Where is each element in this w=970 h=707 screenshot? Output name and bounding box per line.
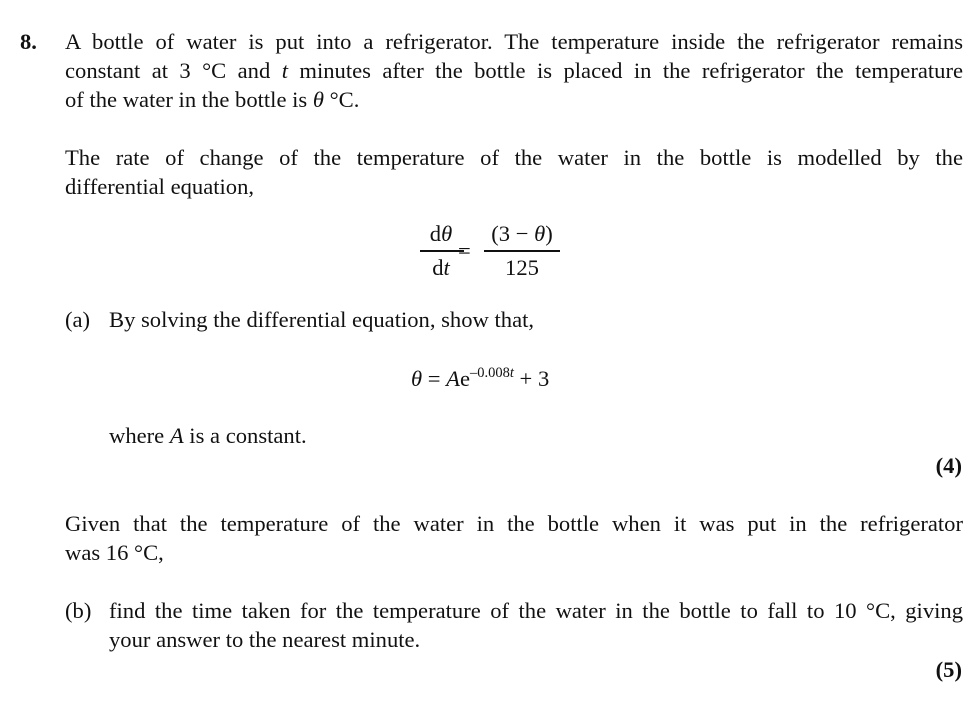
- intro-line-3: of the water in the bottle is θ °C.: [65, 87, 360, 112]
- rhs-numerator: (3 − θ): [491, 221, 553, 246]
- variable-theta: θ: [312, 87, 324, 112]
- exponent: –0.008t: [470, 365, 514, 381]
- part-b-line-2: your answer to the nearest minute.: [109, 627, 421, 652]
- part-a-text: By solving the differential equation, show that,: [109, 307, 535, 332]
- marks-part-b: (5): [935, 657, 962, 682]
- part-b-label: (b): [65, 598, 92, 623]
- rhs-denominator: 125: [505, 255, 539, 280]
- lhs-numerator: dθ: [429, 221, 453, 246]
- equals-sign: =: [458, 238, 471, 263]
- lhs-denominator: dt: [432, 255, 450, 280]
- variable-t: t: [281, 58, 288, 83]
- model-line-2: differential equation,: [65, 174, 255, 199]
- intro-line-2: constant at 3 °C and t minutes after the bottle is placed in the refrigerator the temperature: [65, 58, 964, 83]
- question-number: 8.: [20, 29, 37, 54]
- part-b-line-1: find the time taken for the temperature of the water in the bottle to fall to 10 °C, giving: [109, 598, 963, 623]
- given-line-2: was 16 °C,: [65, 540, 164, 565]
- intro-line-1: A bottle of water is put into a refrigerator. The temperature inside the refrigerator remains: [65, 29, 963, 54]
- model-line-1: The rate of change of the temperature of the water in the bottle is modelled by the: [65, 145, 963, 170]
- solution-equation: $\theta = Ae^{-0.008t} + 3$: [411, 365, 550, 391]
- where-constant-text: where A is a constant.: [109, 423, 307, 448]
- given-line-1: Given that the temperature of the water in the bottle when it was put in the refrigerator: [65, 511, 963, 536]
- part-a-label: (a): [65, 307, 91, 332]
- marks-part-a: (4): [935, 453, 962, 478]
- rhs-fraction-bar: [484, 250, 560, 252]
